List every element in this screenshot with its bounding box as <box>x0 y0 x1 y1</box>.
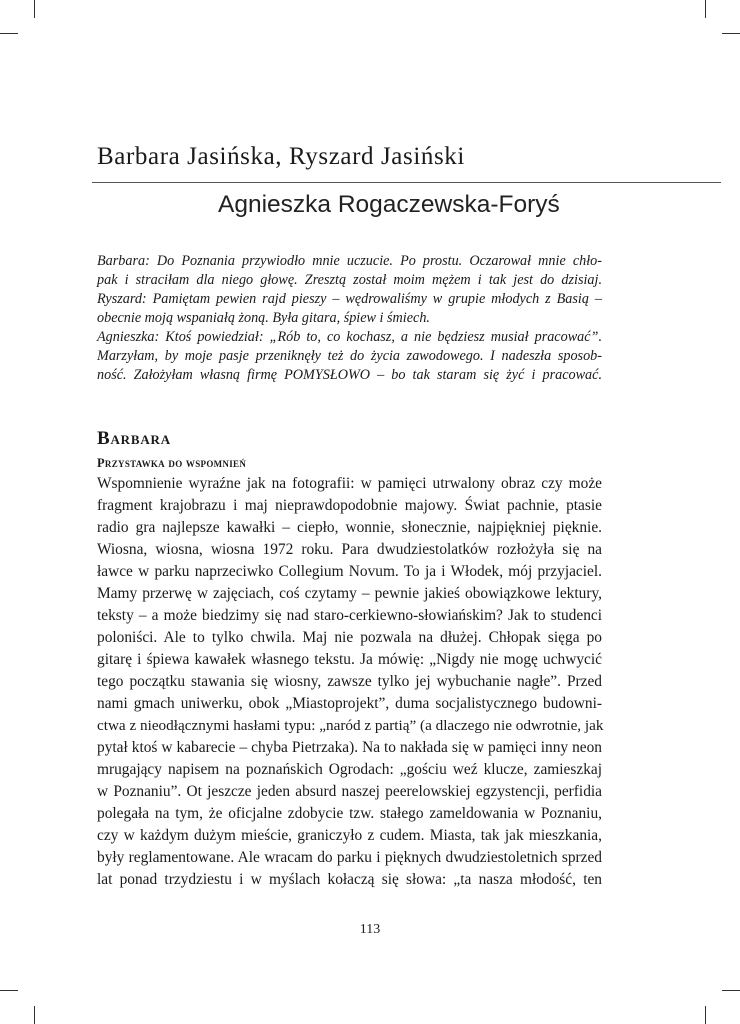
title-rule <box>92 182 721 183</box>
body-line: lat ponad trzydziestu i w myślach kołaczą się słowa: „ta nasza młodość, ten <box>97 871 602 888</box>
body-line: nami gmach uniwerku, obok „Miastoprojekt”, duma socjalistycznego budowni- <box>97 695 602 712</box>
subsection-heading: Przystawka do wspomnień <box>97 456 247 470</box>
crop-mark-top-left-h <box>0 33 18 34</box>
crop-mark-top-right <box>705 0 706 18</box>
intro-line: obecnie moją wspaniałą żoną. Była gitara, śpiew i śmiech. <box>97 310 430 326</box>
body-line: były reglamentowane. Ale wracam do parku i pięknych dwudziestoletnich sprzed <box>97 849 602 866</box>
intro-line: Ryszard: Pamiętam pewien rajd pieszy – wędrowaliśmy w grupie młodych z Basią – <box>97 291 602 307</box>
crop-mark-top-left <box>34 0 35 18</box>
crop-mark-bottom-right <box>705 1006 706 1024</box>
body-line: Wspomnienie wyraźne jak na fotografii: w pamięci utrwalony obraz czy może <box>97 475 602 492</box>
crop-mark-bottom-left-h <box>0 990 18 991</box>
body-line: w Poznaniu”. Ot jeszcze jeden absurd naszej peerelowskiej egzystencji, perfidia <box>97 783 602 800</box>
body-line: Wiosna, wiosna, wiosna 1972 roku. Para dwudziestolatków rozłożyła się na <box>97 541 602 558</box>
body-line: tego początku stawania się wiosny, zawsze tylko jej wybuchanie nagłe”. Przed <box>97 673 602 690</box>
intro-line: pak i straciłam dla niego głowę. Zresztą został moim mężem i tak jest do dzisiaj. <box>97 272 602 288</box>
section-heading: Barbara <box>97 428 171 449</box>
crop-mark-top-right-h <box>722 33 740 34</box>
body-line: Mamy przerwę w zajęciach, coś czytamy – pewnie jakieś obowiązkowe lektury, <box>97 585 602 602</box>
body-line: pytał ktoś w kabarecie – chyba Pietrzaka). Na to nakłada się w pamięci inny neon <box>97 739 602 756</box>
intro-line: Marzyłam, by moje pasje przeniknęły też do życia zawodowego. I nadeszła sposob- <box>97 348 602 364</box>
body-line: polegała na tym, że oficjalne zdobycie tzw. stałego zameldowania w Poznaniu, <box>97 805 602 822</box>
body-line: ctwa z nieodłącznymi hasłami typu: „naród z partią” (a dlaczego nie odwrotnie, jak <box>97 717 604 734</box>
crop-mark-bottom-left <box>34 1006 35 1024</box>
chapter-author: Agnieszka Rogaczewska-Foryś <box>218 191 560 218</box>
intro-line: Barbara: Do Poznania przywiodło mnie uczucie. Po prostu. Oczarował mnie chło- <box>97 253 602 269</box>
intro-line: ność. Założyłam własną firmę POMYSŁOWO – bo tak staram się żyć i pracować. <box>97 367 602 383</box>
body-line: mrugający napisem na poznańskich Ogrodach: „gościu weź klucze, zamieszkaj <box>97 761 602 778</box>
crop-mark-bottom-right-h <box>722 990 740 991</box>
body-line: poloniści. Ale to tylko chwila. Maj nie pozwala na dłużej. Chłopak sięga po <box>97 629 602 646</box>
body-line: teksty – a może biedzimy się nad staro-cerkiewno-słowiańskim? Jak to studenci <box>97 607 602 624</box>
body-line: gitarę i śpiewa kawałek własnego tekstu. Ja mówię: „Nigdy nie mogę uchwycić <box>97 651 602 668</box>
page-number: 113 <box>359 922 381 937</box>
chapter-title: Barbara Jasińska, Ryszard Jasiński <box>97 143 465 170</box>
body-line: fragment krajobrazu i maj nieprawdopodobnie majowy. Świat pachnie, ptasie <box>97 497 602 514</box>
body-line: ławce w parku naprzeciwko Collegium Novum. To ja i Włodek, mój przyjaciel. <box>97 563 602 580</box>
body-line: czy w każdym dużym mieście, graniczyło z cudem. Miasta, tak jak mieszkania, <box>97 827 602 844</box>
intro-line: Agnieszka: Ktoś powiedział: „Rób to, co kochasz, a nie będziesz musiał pracować”. <box>97 329 602 345</box>
body-line: radio gra najlepsze kawałki – ciepło, wonnie, słonecznie, najpiękniej pięknie. <box>97 519 602 536</box>
